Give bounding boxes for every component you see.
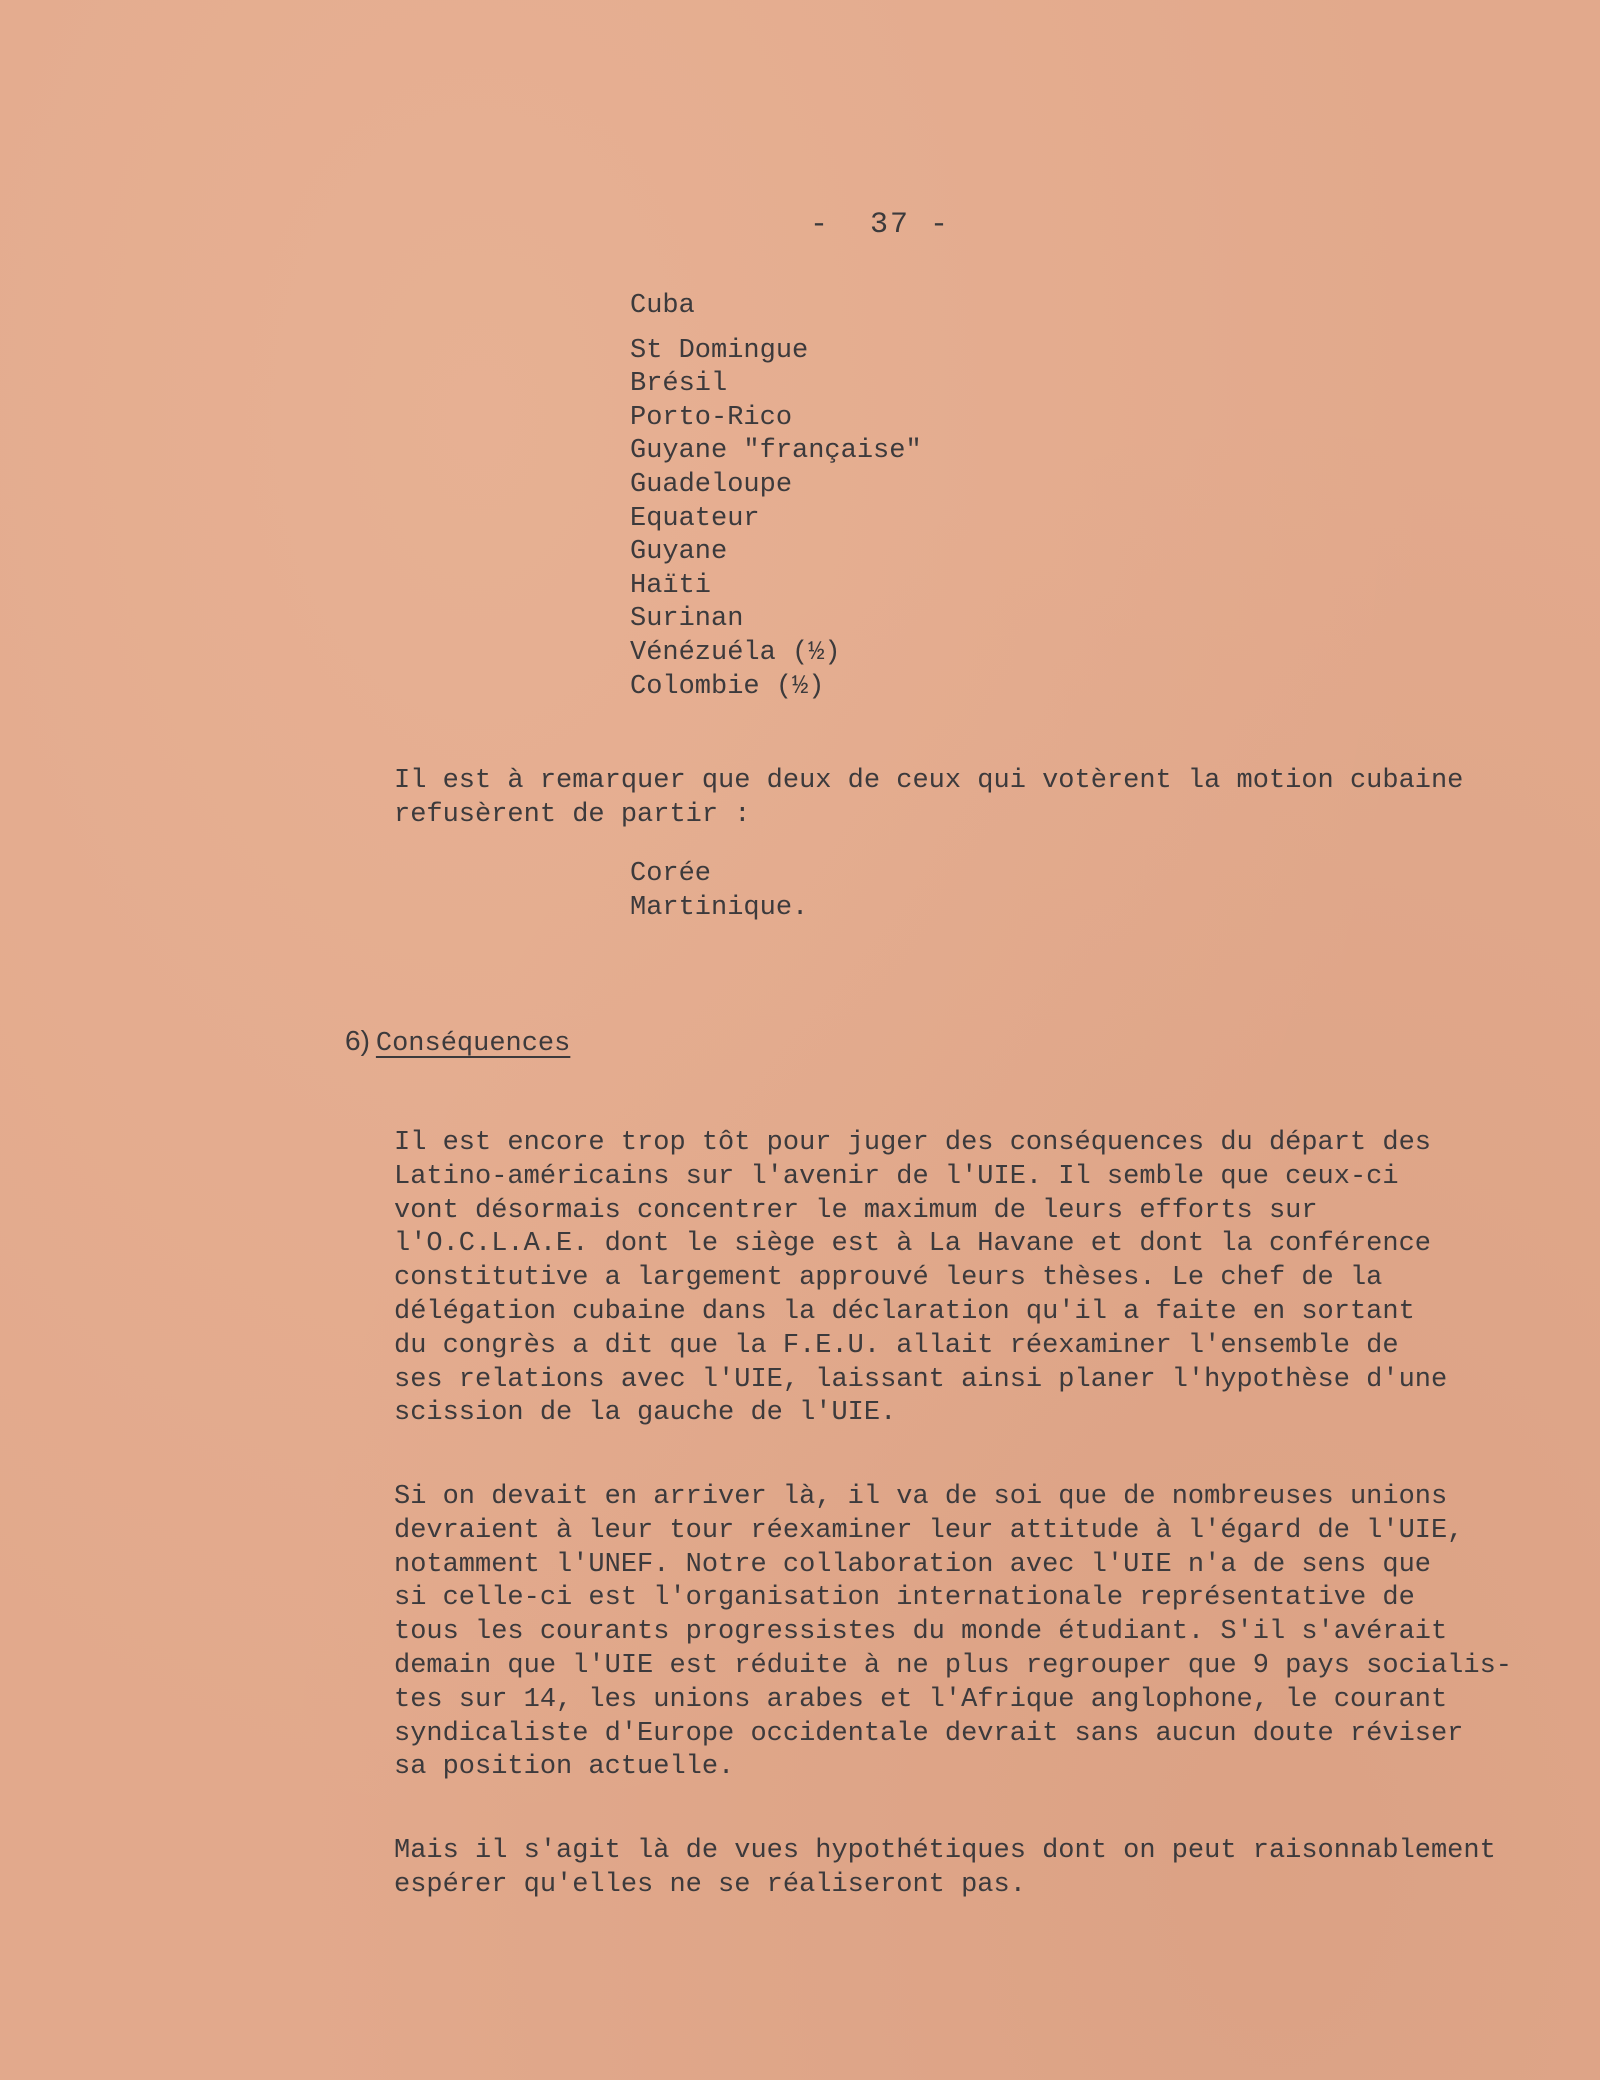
list-item: Haïti xyxy=(630,570,712,601)
voted-country-list xyxy=(630,290,922,704)
list-item: Equateur xyxy=(630,503,760,534)
list-item: Porto-Rico xyxy=(630,402,793,433)
text-line: tes sur 14, les unions arabes et l'Afrique anglophone, le courant xyxy=(394,1684,1448,1715)
page-number: - 37 - xyxy=(810,208,951,242)
list-item: Surinan xyxy=(630,604,744,635)
refused-country-list xyxy=(630,858,808,925)
section-heading xyxy=(345,1025,570,1059)
text-line: ses relations avec l'UIE, laissant ainsi planer l'hypothèse d'une xyxy=(394,1364,1448,1395)
text-line: Mais il s'agit là de vues hypothétiques dont on peut raisonnablement xyxy=(394,1836,1496,1866)
consequences-paragraph xyxy=(394,1127,1447,1431)
list-item: Vénézuéla (½) xyxy=(630,637,841,668)
text-line: délégation cubaine dans la déclaration qu'il a faite en sortant xyxy=(394,1296,1415,1327)
list-item: Corée xyxy=(630,859,712,889)
list-item: Cuba xyxy=(630,291,695,321)
conclusion-paragraph xyxy=(394,1835,1496,1903)
text-line: devraient à leur tour réexaminer leur attitude à l'égard de l'UIE, xyxy=(394,1515,1464,1546)
text-line: Latino-américains sur l'avenir de l'UIE. Il semble que ceux-ci xyxy=(394,1161,1399,1192)
text-line: espérer qu'elles ne se réaliseront pas. xyxy=(394,1869,1026,1900)
text-line: Il est encore trop tôt pour juger des conséquences du départ des xyxy=(394,1128,1431,1158)
section-number: 6) xyxy=(345,1025,370,1056)
list-item: Guyane "française" xyxy=(630,436,922,467)
list-item: Martinique. xyxy=(630,892,809,923)
text-line: Si on devait en arriver là, il va de soi que de nombreuses unions xyxy=(394,1482,1448,1512)
text-line: syndicaliste d'Europe occidentale devrait sans aucun doute réviser xyxy=(394,1718,1464,1749)
text-line: constitutive a largement approuvé leurs thèses. Le chef de la xyxy=(394,1263,1383,1294)
section-title: Conséquences xyxy=(375,1029,571,1059)
text-line: vont désormais concentrer le maximum de leurs efforts sur xyxy=(394,1195,1318,1226)
list-item: Guyane xyxy=(630,537,728,568)
text-line: Il est à remarquer que deux de ceux qui votèrent la motion cubaine xyxy=(394,766,1464,796)
text-line: notamment l'UNEF. Notre collaboration avec l'UIE n'a de sens que xyxy=(394,1549,1431,1580)
text-line: du congrès a dit que la F.E.U. allait réexaminer l'ensemble de xyxy=(394,1330,1399,1361)
text-line: tous les courants progressistes du monde étudiant. S'il s'avérait xyxy=(394,1617,1448,1648)
refused-paragraph xyxy=(394,765,1463,833)
text-line: l'O.C.L.A.E. dont le siège est à La Havane et dont la conférence xyxy=(394,1229,1431,1260)
text-line: scission de la gauche de l'UIE. xyxy=(394,1398,897,1429)
text-line: sa position actuelle. xyxy=(394,1752,735,1783)
list-item: Guadeloupe xyxy=(630,469,793,500)
list-item: Brésil xyxy=(630,369,728,400)
text-line: demain que l'UIE est réduite à ne plus regrouper que 9 pays socialis- xyxy=(394,1650,1512,1681)
list-item: Colombie (½) xyxy=(630,671,825,702)
text-line: refusèrent de partir : xyxy=(394,799,751,830)
hypothesis-paragraph xyxy=(394,1481,1512,1785)
text-line: si celle-ci est l'organisation internationale représentative de xyxy=(394,1583,1415,1614)
list-item: St Domingue xyxy=(630,335,809,366)
